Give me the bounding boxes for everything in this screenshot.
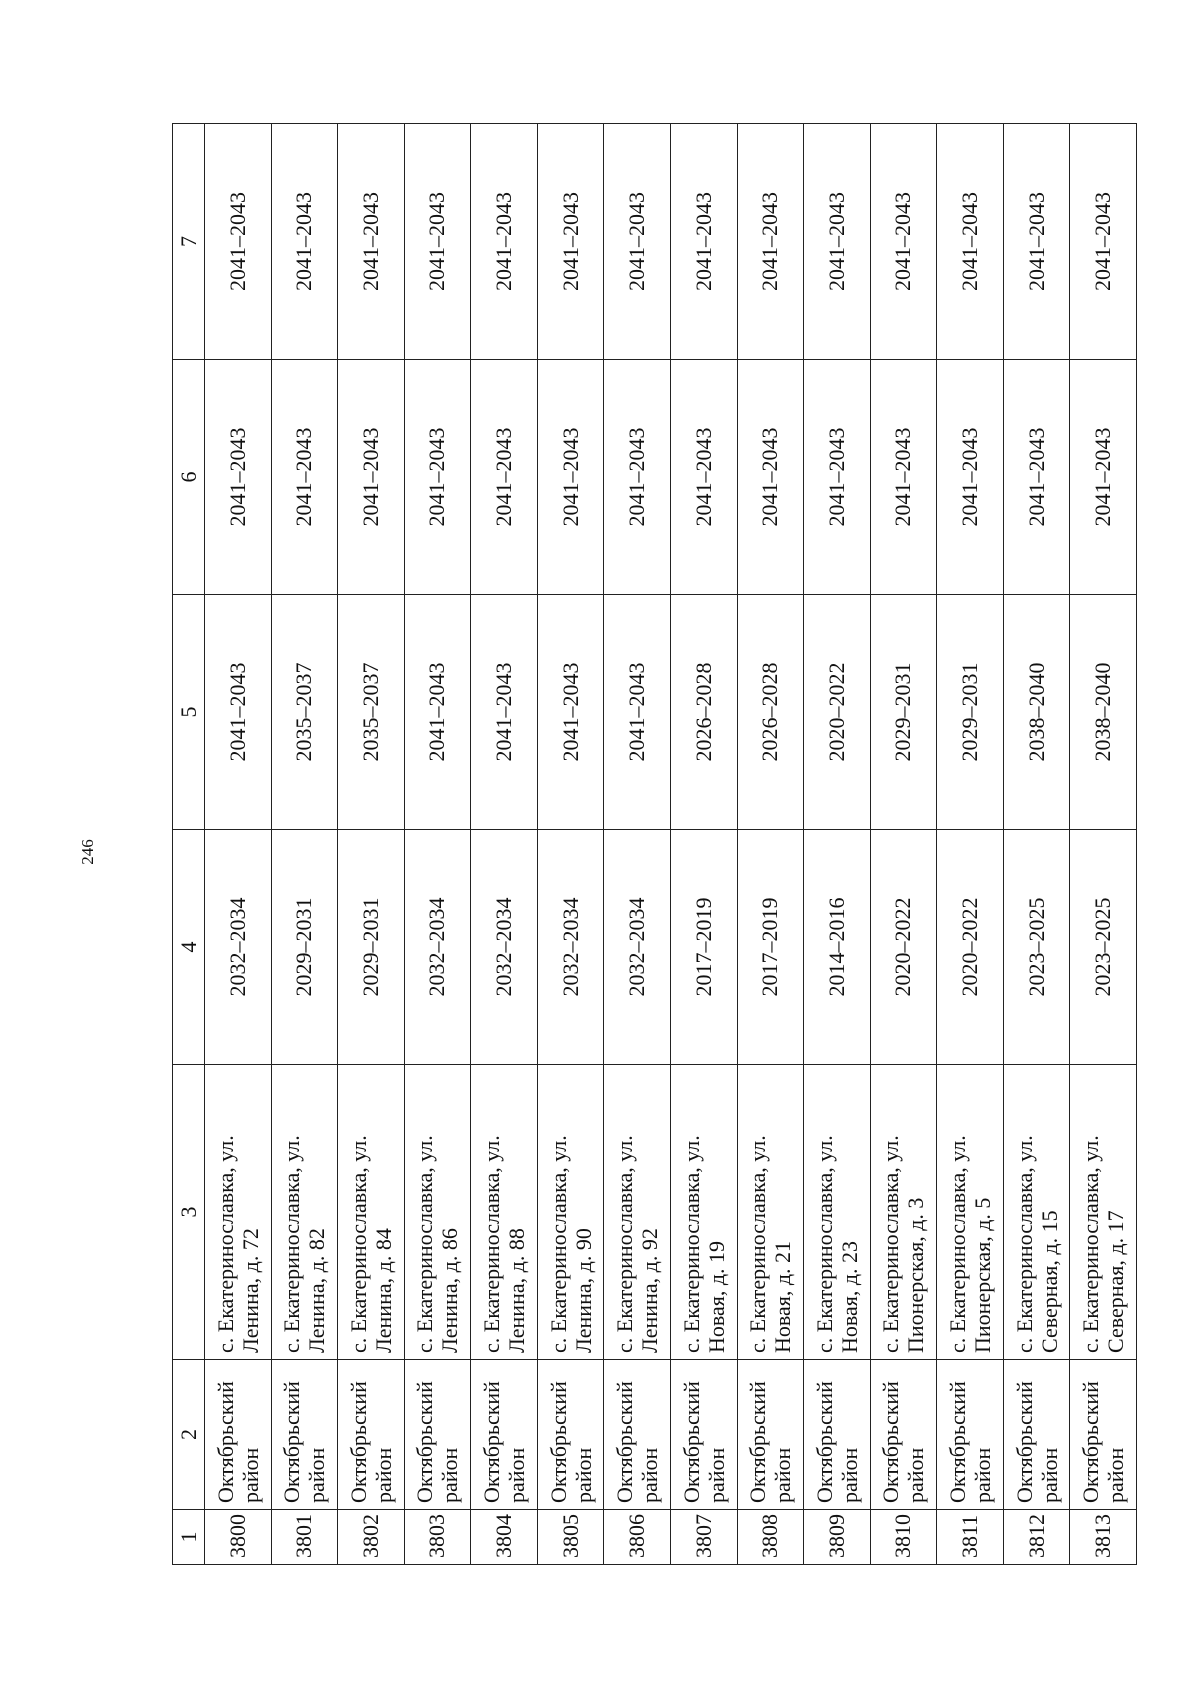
- period-cell-col4: 2032–2034: [604, 830, 671, 1065]
- period-cell-col4: 2032–2034: [471, 830, 538, 1065]
- district-cell: Октябрьский район: [870, 1360, 937, 1510]
- period-cell-col4: 2029–2031: [338, 830, 405, 1065]
- period-cell-col5: 2029–2031: [937, 595, 1004, 830]
- address-cell: с. Екатеринославка, ул. Пионерская, д. 5: [937, 1065, 1004, 1360]
- column-header-5: 5: [173, 595, 205, 830]
- period-cell-col7: 2041–2043: [737, 124, 804, 360]
- period-cell-col7: 2041–2043: [537, 124, 604, 360]
- column-header-3: 3: [173, 1065, 205, 1360]
- district-cell: Октябрьский район: [271, 1360, 338, 1510]
- district-cell: Октябрьский район: [804, 1360, 871, 1510]
- period-cell-col4: 2029–2031: [271, 830, 338, 1065]
- row-number: 3801: [271, 1510, 338, 1565]
- table-row: [870, 124, 937, 1565]
- row-number: 3812: [1003, 1510, 1070, 1565]
- column-header-7: 7: [173, 124, 205, 360]
- address-cell: с. Екатеринославка, ул. Пионерская, д. 3: [870, 1065, 937, 1360]
- period-cell-col7: 2041–2043: [205, 124, 272, 360]
- period-cell-col5: 2035–2037: [338, 595, 405, 830]
- district-cell: Октябрьский район: [537, 1360, 604, 1510]
- district-cell: Октябрьский район: [937, 1360, 1004, 1510]
- period-cell-col7: 2041–2043: [804, 124, 871, 360]
- period-cell-col7: 2041–2043: [471, 124, 538, 360]
- period-cell-col4: 2032–2034: [537, 830, 604, 1065]
- address-cell: с. Екатеринославка, ул. Новая, д. 19: [670, 1065, 737, 1360]
- period-cell-col7: 2041–2043: [404, 124, 471, 360]
- period-cell-col6: 2041–2043: [737, 360, 804, 595]
- period-cell-col4: 2023–2025: [1003, 830, 1070, 1065]
- period-cell-col6: 2041–2043: [205, 360, 272, 595]
- district-cell: Октябрьский район: [404, 1360, 471, 1510]
- row-number: 3813: [1070, 1510, 1137, 1565]
- period-cell-col6: 2041–2043: [937, 360, 1004, 595]
- period-cell-col6: 2041–2043: [870, 360, 937, 595]
- row-number: 3808: [737, 1510, 804, 1565]
- period-cell-col5: 2020–2022: [804, 595, 871, 830]
- address-cell: с. Екатеринославка, ул. Ленина, д. 82: [271, 1065, 338, 1360]
- table-row: [737, 124, 804, 1565]
- row-number: 3802: [338, 1510, 405, 1565]
- period-cell-col6: 2041–2043: [471, 360, 538, 595]
- column-header-4: 4: [173, 830, 205, 1065]
- district-cell: Октябрьский район: [737, 1360, 804, 1510]
- page-number: 246: [78, 839, 97, 865]
- row-number: 3806: [604, 1510, 671, 1565]
- period-cell-col5: 2038–2040: [1070, 595, 1137, 830]
- district-cell: Октябрьский район: [1070, 1360, 1137, 1510]
- rotated-table-wrapper: [172, 124, 1137, 1565]
- column-header-2: 2: [173, 1360, 205, 1510]
- table-row: [404, 124, 471, 1565]
- period-cell-col4: 2020–2022: [870, 830, 937, 1065]
- period-cell-col5: 2038–2040: [1003, 595, 1070, 830]
- period-cell-col5: 2041–2043: [604, 595, 671, 830]
- address-cell: с. Екатеринославка, ул. Новая, д. 23: [804, 1065, 871, 1360]
- period-cell-col6: 2041–2043: [1070, 360, 1137, 595]
- row-number: 3805: [537, 1510, 604, 1565]
- address-cell: с. Екатеринославка, ул. Ленина, д. 90: [537, 1065, 604, 1360]
- address-cell: с. Екатеринославка, ул. Ленина, д. 88: [471, 1065, 538, 1360]
- period-cell-col6: 2041–2043: [271, 360, 338, 595]
- period-cell-col6: 2041–2043: [404, 360, 471, 595]
- address-cell: с. Екатеринославка, ул. Северная, д. 15: [1003, 1065, 1070, 1360]
- district-cell: Октябрьский район: [1003, 1360, 1070, 1510]
- period-cell-col4: 2014–2016: [804, 830, 871, 1065]
- period-cell-col5: 2026–2028: [737, 595, 804, 830]
- table-row: [937, 124, 1004, 1565]
- period-cell-col5: 2035–2037: [271, 595, 338, 830]
- district-cell: Октябрьский район: [471, 1360, 538, 1510]
- period-cell-col6: 2041–2043: [338, 360, 405, 595]
- district-cell: Октябрьский район: [604, 1360, 671, 1510]
- address-cell: с. Екатеринославка, ул. Ленина, д. 84: [338, 1065, 405, 1360]
- table-body: [205, 124, 1137, 1565]
- period-cell-col7: 2041–2043: [271, 124, 338, 360]
- period-cell-col5: 2041–2043: [471, 595, 538, 830]
- period-cell-col6: 2041–2043: [604, 360, 671, 595]
- period-cell-col6: 2041–2043: [670, 360, 737, 595]
- period-cell-col7: 2041–2043: [338, 124, 405, 360]
- row-number: 3803: [404, 1510, 471, 1565]
- column-header-6: 6: [173, 360, 205, 595]
- row-number: 3811: [937, 1510, 1004, 1565]
- period-cell-col4: 2017–2019: [670, 830, 737, 1065]
- housing-schedule-table: [172, 123, 1137, 1565]
- district-cell: Октябрьский район: [205, 1360, 272, 1510]
- district-cell: Октябрьский район: [338, 1360, 405, 1510]
- period-cell-col7: 2041–2043: [670, 124, 737, 360]
- period-cell-col4: 2023–2025: [1070, 830, 1137, 1065]
- period-cell-col5: 2041–2043: [537, 595, 604, 830]
- district-cell: Октябрьский район: [670, 1360, 737, 1510]
- column-header-1: 1: [173, 1510, 205, 1565]
- address-cell: с. Екатеринославка, ул. Ленина, д. 92: [604, 1065, 671, 1360]
- row-number: 3810: [870, 1510, 937, 1565]
- period-cell-col5: 2026–2028: [670, 595, 737, 830]
- period-cell-col7: 2041–2043: [1003, 124, 1070, 360]
- period-cell-col4: 2032–2034: [404, 830, 471, 1065]
- address-cell: с. Екатеринославка, ул. Новая, д. 21: [737, 1065, 804, 1360]
- table-row: [1003, 124, 1070, 1565]
- period-cell-col6: 2041–2043: [537, 360, 604, 595]
- table-row: [271, 124, 338, 1565]
- table-row: [338, 124, 405, 1565]
- table-header: [173, 124, 205, 1565]
- period-cell-col5: 2041–2043: [404, 595, 471, 830]
- table-row: [471, 124, 538, 1565]
- address-cell: с. Екатеринославка, ул. Ленина, д. 86: [404, 1065, 471, 1360]
- row-number: 3800: [205, 1510, 272, 1565]
- row-number: 3809: [804, 1510, 871, 1565]
- table-row: [670, 124, 737, 1565]
- row-number: 3804: [471, 1510, 538, 1565]
- period-cell-col4: 2020–2022: [937, 830, 1004, 1065]
- period-cell-col5: 2029–2031: [870, 595, 937, 830]
- period-cell-col7: 2041–2043: [604, 124, 671, 360]
- period-cell-col5: 2041–2043: [205, 595, 272, 830]
- period-cell-col4: 2017–2019: [737, 830, 804, 1065]
- address-cell: с. Екатеринославка, ул. Ленина, д. 72: [205, 1065, 272, 1360]
- period-cell-col6: 2041–2043: [804, 360, 871, 595]
- table-row: [1070, 124, 1137, 1565]
- period-cell-col6: 2041–2043: [1003, 360, 1070, 595]
- row-number: 3807: [670, 1510, 737, 1565]
- address-cell: с. Екатеринославка, ул. Северная, д. 17: [1070, 1065, 1137, 1360]
- period-cell-col7: 2041–2043: [1070, 124, 1137, 360]
- table-row: [537, 124, 604, 1565]
- table-row: [804, 124, 871, 1565]
- table-row: [604, 124, 671, 1565]
- table-row: [205, 124, 272, 1565]
- period-cell-col7: 2041–2043: [870, 124, 937, 360]
- period-cell-col4: 2032–2034: [205, 830, 272, 1065]
- period-cell-col7: 2041–2043: [937, 124, 1004, 360]
